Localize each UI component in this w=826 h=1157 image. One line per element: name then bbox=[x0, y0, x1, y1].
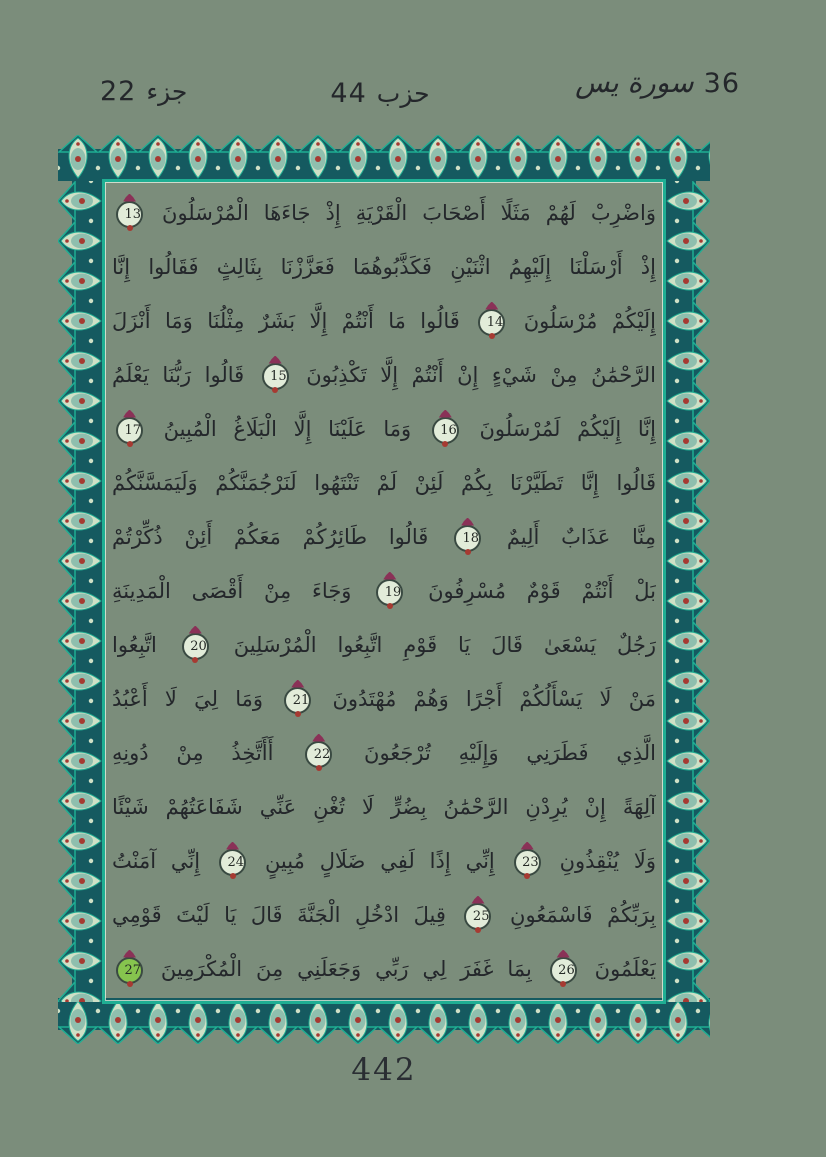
juz-indicator bbox=[100, 76, 187, 107]
ayah-text: إِلَيْكُمْ مُرْسَلُونَ bbox=[523, 309, 656, 333]
border-ornament-left bbox=[58, 181, 104, 1006]
verse-marker: 15 bbox=[262, 363, 289, 390]
verse-marker: 16 bbox=[432, 417, 459, 444]
verse-marker: 21 bbox=[284, 687, 311, 714]
quran-text bbox=[112, 187, 656, 996]
verse-marker: 14 bbox=[478, 309, 505, 336]
ayah-text: قِيلَ ادْخُلِ الْجَنَّةَ قَالَ يَا لَيْتَ قَوْمِي bbox=[112, 903, 446, 927]
hizb-number: 44 bbox=[330, 78, 367, 109]
ayah-text: مِنَّا عَذَابٌ أَلِيمٌ bbox=[506, 525, 656, 549]
ayah-text: رَجُلٌ يَسْعَىٰ قَالَ يَا قَوْمِ اتَّبِعُوا الْمُرْسَلِينَ bbox=[233, 633, 656, 657]
quran-line bbox=[112, 565, 656, 618]
quran-line bbox=[112, 889, 656, 942]
quran-line bbox=[112, 619, 656, 672]
ayah-text: وَمَا عَلَيْنَا إِلَّا الْبَلَاغُ الْمُبِينُ bbox=[163, 417, 412, 441]
ayah-text: قَالُوا رَبُّنَا يَعْلَمُ bbox=[112, 363, 245, 387]
border-ornament-bottom bbox=[58, 998, 710, 1048]
ayah-text: الَّذِي فَطَرَنِي وَإِلَيْهِ تُرْجَعُونَ bbox=[364, 741, 656, 765]
ayah-text: وَجَاءَ مِنْ أَقْصَى الْمَدِينَةِ bbox=[112, 579, 352, 603]
quran-line bbox=[112, 727, 656, 780]
verse-marker: 22 bbox=[305, 741, 332, 768]
quran-line bbox=[112, 187, 656, 240]
quran-line bbox=[112, 511, 656, 564]
verse-marker: 25 bbox=[464, 903, 491, 930]
border-ornament-right bbox=[664, 181, 710, 1006]
ayah-text: إِنِّي إِذًا لَفِي ضَلَالٍ مُبِينٍ bbox=[264, 849, 495, 873]
surah-number: 36 bbox=[703, 68, 740, 99]
juz-number: 22 bbox=[100, 76, 137, 107]
quran-line bbox=[112, 295, 656, 348]
ayah-text: وَلَا يُنْقِذُونِ bbox=[559, 849, 656, 873]
quran-line bbox=[112, 349, 656, 402]
ayah-text: إِنَّا إِلَيْكُمْ لَمُرْسَلُونَ bbox=[479, 417, 656, 441]
hizb-indicator bbox=[300, 78, 460, 109]
verse-marker: 26 bbox=[550, 957, 577, 984]
quran-line bbox=[112, 943, 656, 996]
verse-marker: 13 bbox=[116, 201, 143, 228]
verse-marker: 19 bbox=[376, 579, 403, 606]
verse-marker: 18 bbox=[454, 525, 481, 552]
ayah-text: مَنْ لَا يَسْأَلُكُمْ أَجْرًا وَهُمْ مُهْتَدُونَ bbox=[332, 687, 656, 711]
ayah-text: بِرَبِّكُمْ فَاسْمَعُونِ bbox=[510, 903, 656, 927]
decorative-frame bbox=[58, 135, 710, 1048]
quran-line bbox=[112, 781, 656, 834]
quran-line bbox=[112, 241, 656, 294]
ayah-text: بِمَا غَفَرَ لِي رَبِّي وَجَعَلَنِي مِنَ الْمُكْرَمِينَ bbox=[160, 957, 532, 981]
verse-marker: 20 bbox=[182, 633, 209, 660]
hizb-label: حزب bbox=[376, 79, 430, 108]
quran-line bbox=[112, 673, 656, 726]
verse-marker: 23 bbox=[514, 849, 541, 876]
ayah-text: الرَّحْمَٰنُ مِنْ شَيْءٍ إِنْ أَنْتُمْ إِلَّا تَكْذِبُونَ bbox=[306, 363, 656, 387]
ayah-text: قَالُوا إِنَّا تَطَيَّرْنَا بِكُمْ لَئِنْ لَمْ تَنْتَهُوا لَنَرْجُمَنَّكُمْ وَلَيَمَسَّنَّكُمْ bbox=[112, 471, 656, 495]
verse-marker: 27 bbox=[116, 957, 143, 984]
ayah-text: وَاضْرِبْ لَهُمْ مَثَلًا أَصْحَابَ الْقَرْيَةِ إِذْ جَاءَهَا الْمُرْسَلُونَ bbox=[162, 201, 656, 225]
ayah-text: يَعْلَمُونَ bbox=[594, 957, 656, 981]
surah-name: سورة يس bbox=[575, 66, 694, 99]
border-ornament-top bbox=[58, 135, 710, 185]
quran-line bbox=[112, 457, 656, 510]
ayah-text: بَلْ أَنْتُمْ قَوْمٌ مُسْرِفُونَ bbox=[428, 579, 656, 603]
ayah-text: قَالُوا مَا أَنْتُمْ إِلَّا بَشَرٌ مِثْلُنَا وَمَا أَنْزَلَ bbox=[112, 309, 460, 333]
juz-label: جزء bbox=[146, 77, 188, 106]
ayah-text: وَمَا لِيَ لَا أَعْبُدُ bbox=[112, 687, 264, 711]
ayah-text: اتَّبِعُوا bbox=[112, 633, 157, 657]
page-number: 442 bbox=[351, 1052, 417, 1088]
quran-line bbox=[112, 835, 656, 888]
verse-marker: 17 bbox=[116, 417, 143, 444]
ayah-text: إِذْ أَرْسَلْنَا إِلَيْهِمُ اثْنَيْنِ فَكَذَّبُوهُمَا فَعَزَّزْنَا بِثَالِثٍ فَقَالُوا إِنَّا bbox=[112, 255, 656, 279]
verse-marker: 24 bbox=[219, 849, 246, 876]
quran-line bbox=[112, 403, 656, 456]
ayah-text: آلِهَةً إِنْ يُرِدْنِ الرَّحْمَٰنُ بِضُرٍّ لَا تُغْنِ عَنِّي شَفَاعَتُهُمْ شَيْئًا bbox=[112, 795, 656, 819]
surah-indicator bbox=[540, 66, 740, 99]
ayah-text: قَالُوا طَائِرُكُمْ مَعَكُمْ أَئِنْ ذُكِّرْتُمْ bbox=[112, 525, 429, 549]
ayah-text: أَأَتَّخِذُ مِنْ دُونِهِ bbox=[112, 741, 274, 765]
ayah-text: إِنِّي آمَنْتُ bbox=[112, 849, 201, 873]
